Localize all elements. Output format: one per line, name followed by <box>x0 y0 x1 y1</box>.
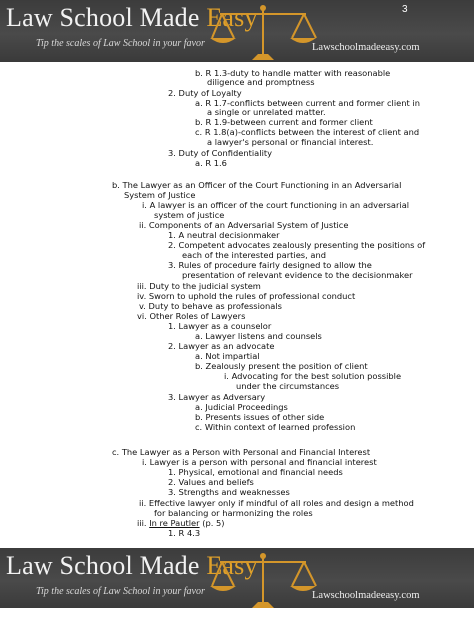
outline-line: 2. Values and beliefs <box>168 477 254 487</box>
outline-line: v. Duty to behave as professionals <box>139 301 282 311</box>
outline-line: for balancing or harmonizing the roles <box>154 508 313 518</box>
outline-line: a. R 1.6 <box>195 158 227 168</box>
outline-line: 2. Lawyer as an advocate <box>168 341 275 351</box>
header-banner <box>0 0 474 62</box>
outline-line: 3. Lawyer as Adversary <box>168 392 266 402</box>
outline-line: iv. Sworn to uphold the rules of professional conduct <box>137 291 356 301</box>
outline-line: b. R 1.9-between current and former client <box>195 117 373 127</box>
outline-line: a. Judicial Proceedings <box>195 402 288 412</box>
outline-line: 1. Lawyer as a counselor <box>168 321 272 331</box>
outline-line: presentation of relevant evidence to the decisionmaker <box>182 270 413 280</box>
outline-line: c. R 1.8(a)-conflicts between the interest of client and <box>195 127 420 137</box>
scales-of-justice-icon <box>208 2 318 62</box>
outline-line: a single or unrelated matter. <box>207 107 326 117</box>
footer-banner <box>0 548 474 608</box>
header-site-link[interactable]: Lawschoolmadeeasy.com <box>312 42 420 53</box>
page-number: 3 <box>402 4 408 15</box>
outline-line: 1. R 4.3 <box>168 528 201 538</box>
outline-line: 2. Competent advocates zealously presenting the positions of <box>168 240 426 250</box>
outline-line: 1. Physical, emotional and financial needs <box>168 467 343 477</box>
scales-of-justice-icon <box>208 550 318 608</box>
outline-line: b. R 1.3-duty to handle matter with reasonable <box>195 68 391 78</box>
header-title: Law School Made Easy <box>6 3 258 32</box>
outline-line: 3. Strengths and weaknesses <box>168 487 290 497</box>
outline-line: c. The Lawyer as a Person with Personal and Financial Interest <box>112 447 371 457</box>
outline-line: b. The Lawyer as an Officer of the Court Functioning in an Adversarial <box>112 180 402 190</box>
footer-site-link[interactable]: Lawschoolmadeeasy.com <box>312 590 420 601</box>
footer-title: Law School Made Easy <box>6 551 258 580</box>
case-name: In re Pautler <box>149 518 200 528</box>
document-body <box>0 62 474 548</box>
outline-line: b. Zealously present the position of client <box>195 361 368 371</box>
header-tagline: Tip the scales of Law School in your favor <box>36 38 205 49</box>
outline-line: a. Lawyer listens and counsels <box>195 331 322 341</box>
outline-line: System of Justice <box>124 190 196 200</box>
outline-line: 2. Duty of Loyalty <box>168 88 242 98</box>
outline-line: iii. Duty to the judicial system <box>137 281 261 291</box>
outline-line: under the circumstances <box>236 381 340 391</box>
outline-line: iii. In re Pautler (p. 5) <box>137 518 225 528</box>
outline-line: i. A lawyer is an officer of the court functioning in an adversarial <box>142 200 410 210</box>
outline-line: 3. Duty of Confidentiality <box>168 148 273 158</box>
outline-line: a. R 1.7-conflicts between current and former client in <box>195 98 420 108</box>
outline-line: a lawyer's personal or financial interest. <box>207 137 374 147</box>
outline-line: 3. Rules of procedure fairly designed to allow the <box>168 260 372 270</box>
footer-tagline: Tip the scales of Law School in your favor <box>36 586 205 597</box>
outline-line: ii. Components of an Adversarial System of Justice <box>139 220 349 230</box>
outline-line: diligence and promptness <box>207 77 315 87</box>
outline-line: i. Lawyer is a person with personal and financial interest <box>142 457 377 467</box>
outline-line: c. Within context of learned profession <box>195 422 356 432</box>
outline-line: system of justice <box>154 210 225 220</box>
outline-line: each of the interested parties, and <box>182 250 327 260</box>
outline-line: vi. Other Roles of Lawyers <box>137 311 246 321</box>
outline-line: a. Not impartial <box>195 351 260 361</box>
outline-line: 1. A neutral decisionmaker <box>168 230 280 240</box>
outline-line: i. Advocating for the best solution possible <box>224 371 402 381</box>
outline-line: b. Presents issues of other side <box>195 412 325 422</box>
outline-line: ii. Effective lawyer only if mindful of all roles and design a method <box>139 498 414 508</box>
